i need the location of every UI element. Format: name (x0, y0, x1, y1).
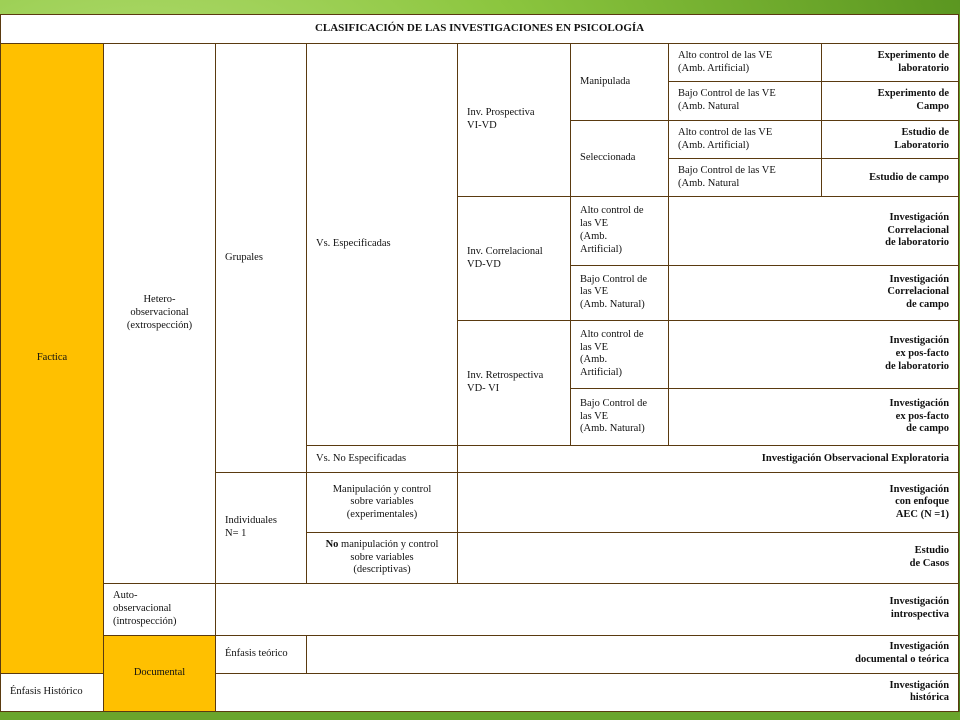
category-factica: Factica (1, 44, 104, 674)
hetero-observacional-cell: Hetero- observacional (extrospección) (104, 44, 216, 583)
seleccionada-alto-control-cell: Alto control de las VE (Amb. Artificial) (669, 121, 822, 159)
correlacional-bajo-control-cell: Bajo Control de las VE (Amb. Natural) (571, 265, 669, 320)
inv-correlacional-cell: Inv. Correlacional VD-VD (458, 197, 571, 320)
result-experimento-laboratorio: Experimento de laboratorio (822, 44, 959, 82)
enfasis-teorico-cell: Énfasis teórico (216, 635, 307, 673)
result-correlacional-laboratorio: Investigación Correlacional de laboratorio (669, 197, 959, 265)
manipulacion-control-cell: Manipulación y control sobre variables (experimentales) (307, 473, 458, 533)
retrospectiva-bajo-control-cell: Bajo Control de las VE (Amb. Natural) (571, 389, 669, 446)
category-documental: Documental (104, 635, 216, 711)
no-manipulacion-text: manipulación y control sobre variables (descriptivas) (341, 538, 439, 576)
classification-table (0, 14, 959, 712)
vs-especificadas-cell: Vs. Especificadas (307, 44, 458, 446)
result-expos-campo: Investigación ex pos-facto de campo (669, 389, 959, 446)
result-introspectiva: Investigación introspectiva (216, 583, 959, 635)
result-estudio-campo: Estudio de campo (822, 159, 959, 197)
result-historica: Investigación histórica (216, 673, 959, 711)
result-documental-teorica: Investigación documental o teórica (307, 635, 959, 673)
bottom-strip (0, 712, 960, 720)
result-estudio-casos: Estudio de Casos (458, 533, 959, 583)
result-enfoque-aec: Investigación con enfoque AEC (N =1) (458, 473, 959, 533)
individuales-cell: Individuales N= 1 (216, 473, 307, 583)
table-title: CLASIFICACIÓN DE LAS INVESTIGACIONES EN PSICOLOGÍA (1, 15, 959, 44)
manipulada-cell: Manipulada (571, 44, 669, 121)
result-experimento-campo: Experimento de Campo (822, 82, 959, 121)
result-correlacional-campo: Investigación Correlacional de campo (669, 265, 959, 320)
manipulada-alto-control-cell: Alto control de las VE (Amb. Artificial) (669, 44, 822, 82)
correlacional-alto-control-cell: Alto control de las VE (Amb. Artificial) (571, 197, 669, 265)
result-expos-laboratorio: Investigación ex pos-facto de laboratorio (669, 320, 959, 388)
vs-no-especificadas-cell: Vs. No Especificadas (307, 446, 458, 473)
no-manipulacion-bold: No (325, 538, 339, 550)
result-estudio-laboratorio: Estudio de Laboratorio (822, 121, 959, 159)
inv-retrospectiva-cell: Inv. Retrospectiva VD- VI (458, 320, 571, 445)
result-observacional-exploratoria: Investigación Observacional Exploratoria (458, 446, 959, 473)
inv-prospectiva-cell: Inv. Prospectiva VI-VD (458, 44, 571, 197)
enfasis-historico-cell: Énfasis Histórico (1, 673, 104, 711)
grupales-cell: Grupales (216, 44, 307, 473)
no-manipulacion-cell (307, 533, 458, 583)
seleccionada-bajo-control-cell: Bajo Control de las VE (Amb. Natural (669, 159, 822, 197)
seleccionada-cell: Seleccionada (571, 121, 669, 197)
retrospectiva-alto-control-cell: Alto control de las VE (Amb. Artificial) (571, 320, 669, 388)
manipulada-bajo-control-cell: Bajo Control de las VE (Amb. Natural (669, 82, 822, 121)
auto-observacional-cell: Auto- observacional (introspección) (104, 583, 216, 635)
